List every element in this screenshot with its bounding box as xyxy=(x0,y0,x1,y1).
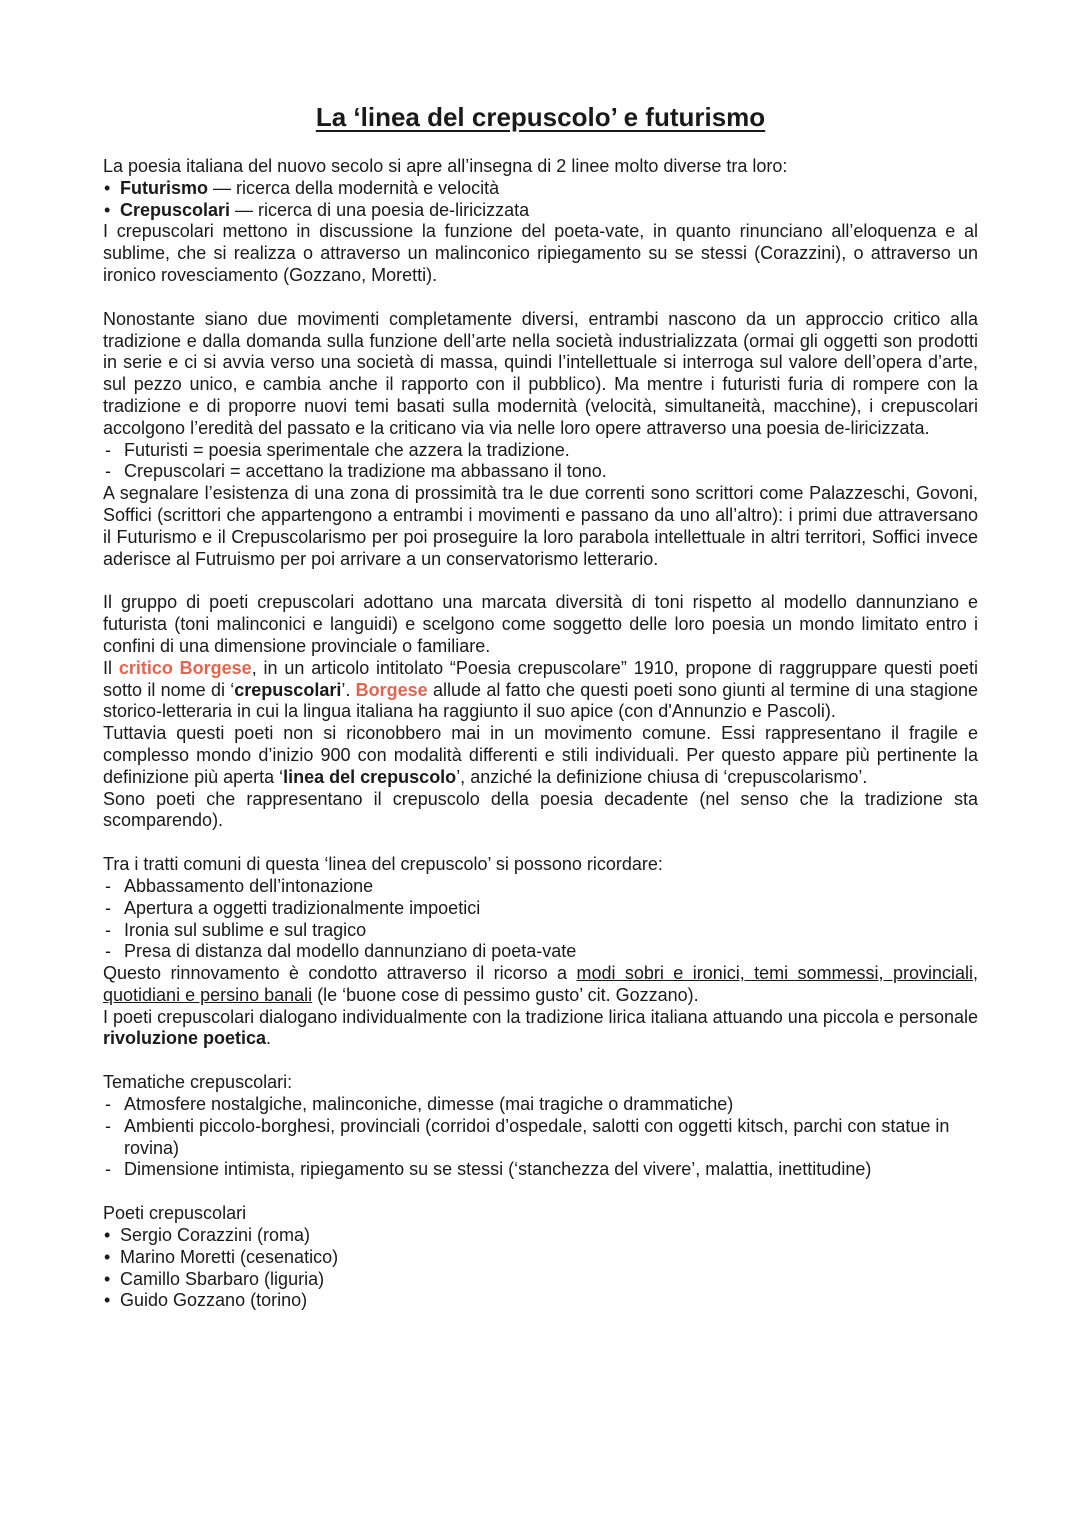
list-item: - Apertura a oggetti tradizionalmente impoetici xyxy=(103,898,978,920)
list-item xyxy=(103,200,978,222)
paragraph: Tuttavia questi poeti non si riconobbero mai in un movimento comune. Essi rappresentano il fragile e complesso mondo d’inizio 900 con modalità differenti e stili individuali. Per questo appare più pertinente la definizione più aperta ‘linea del crepuscolo’, anziché la definizione chiusa di ‘crepuscolarismo’. xyxy=(103,723,978,787)
list-item: - Crepuscolari = accettano la tradizione ma abbassano il tono. xyxy=(103,461,978,483)
paragraph: Il gruppo di poeti crepuscolari adottano una marcata diversità di toni rispetto al modello dannunziano e futurista (toni malinconici e languidi) e scelgono come soggetto delle loro poesia un mondo limitato entro i confini di una dimensione provinciale o familiare. xyxy=(103,592,978,656)
list-item xyxy=(103,178,978,200)
bold-term: rivoluzione poetica xyxy=(103,1028,267,1049)
bold-term: crepuscolari xyxy=(234,679,342,700)
list-item: • Marino Moretti (cesenatico) xyxy=(103,1247,978,1269)
paragraph: Poeti crepuscolari xyxy=(103,1203,247,1224)
term: Crepuscolari xyxy=(120,199,231,220)
list-item: • Camillo Sbarbaro (liguria) xyxy=(103,1269,978,1291)
list-item: • Sergio Corazzini (roma) xyxy=(103,1225,978,1247)
document-page xyxy=(103,100,978,1312)
list-item: - Presa di distanza dal modello dannunziano di poeta-vate xyxy=(103,941,978,963)
poets-list xyxy=(103,1225,978,1312)
themes-list xyxy=(103,1094,978,1181)
list-item: - Futuristi = poesia sperimentale che azzera la tradizione. xyxy=(103,440,978,462)
intro-paragraph: La poesia italiana del nuovo secolo si apre all’insegna di 2 linee molto diverse tra loro: xyxy=(103,156,788,176)
page-title: La ‘linea del crepuscolo’ e futurismo xyxy=(315,102,766,132)
paragraph: Sono poeti che rappresentano il crepuscolo della poesia decadente (nel senso che la tradizione sta scomparendo). xyxy=(103,788,978,831)
list-item: - Atmosfere nostalgiche, malinconiche, dimesse (mai tragiche o drammatiche) xyxy=(103,1094,978,1116)
paragraph: Nonostante siano due movimenti completamente diversi, entrambi nascono da un approccio critico alla tradizione e dalla domanda sulla funzione dell’arte nella società industrializzata (ormai gli oggetti son prodotti in serie e ci si avvia verso una società di massa, quindi l’intellettuale si interroga sul valore dell’opera d’arte, sul pezzo unico, e cambia anche il rapporto con il pubblico). Ma mentre i futuristi furia di rompere con la tradizione e di proporre nuovi temi basati sulla modernità (velocità, simultaneità, macchine), i crepuscolari accolgono l’eredità del passato e la criticano via via nelle loro opere attraverso una poesia de-liricizzata. xyxy=(103,308,978,438)
bold-term: linea del crepuscolo xyxy=(283,766,457,787)
movements-list xyxy=(103,178,978,222)
paragraph: Questo rinnovamento è condotto attraverso il ricorso a modi sobri e ironici, temi sommessi, provinciali, quotidiani e persino banali (le ‘buone cose di pessimo gusto’ cit. Gozzano). xyxy=(103,963,979,1005)
list-item: - Dimensione intimista, ripiegamento su se stessi (‘stanchezza del vivere’, malattia, inettitudine) xyxy=(103,1159,978,1181)
paragraph: I crepuscolari mettono in discussione la funzione del poeta-vate, in quanto rinunciano all’eloquenza e al sublime, che si realizza o attraverso un malinconico ripiegamento su se stessi (Corazzini), o attraverso un ironico rovesciamento (Gozzano, Moretti). xyxy=(103,221,978,285)
paragraph: Tematiche crepuscolari: xyxy=(103,1072,293,1093)
traits-list xyxy=(103,876,978,963)
highlight: Borgese xyxy=(355,679,428,700)
list-item: - Abbassamento dell’intonazione xyxy=(103,876,978,898)
paragraph: Il critico Borgese, in un articolo intitolato “Poesia crepuscolare” 1910, propone di raggruppare questi poeti sotto il nome di ‘crepuscolari’. Borgese allude al fatto che questi poeti sono giunti al termine di una stagione storico-letteraria in cui la lingua italiana ha raggiunto il suo apice (con d'Annunzio e Pascoli). xyxy=(103,657,978,722)
paragraph: A segnalare l’esistenza di una zona di prossimità tra le due correnti sono scrittori come Palazzeschi, Govoni, Soffici (scrittori che appartengono a entrambi i movimenti e passano da uno all’altro): i primi due attraversano il Futurismo e il Crepuscolarismo per poi proseguire la loro parabola intellettuale in altri territori, Soffici invece aderisce al Futruismo per poi arrivare a un conservatorismo letterario. xyxy=(103,483,978,569)
list-item: - Ironia sul sublime e sul tragico xyxy=(103,920,978,942)
paragraph: I poeti crepuscolari dialogano individualmente con la tradizione lirica italiana attuando una piccola e personale rivoluzione poetica. xyxy=(103,1006,978,1049)
term-desc: — ricerca della modernità e velocità xyxy=(208,177,500,198)
underlined-text: modi sobri e ironici, temi sommessi, provinciali, quotidiani e persino banali xyxy=(103,963,979,1005)
comparison-list xyxy=(103,440,978,484)
paragraph: Tra i tratti comuni di questa ‘linea del crepuscolo’ si possono ricordare: xyxy=(103,854,663,875)
list-item: - Ambienti piccolo-borghesi, provinciali (corridoi d’ospedale, salotti con oggetti kitsch, parchi con statue in rovina) xyxy=(103,1116,978,1160)
term: Futurismo xyxy=(120,177,208,198)
highlight: critico Borgese xyxy=(118,657,252,678)
list-item: • Guido Gozzano (torino) xyxy=(103,1290,978,1312)
term-desc: — ricerca di una poesia de-liricizzata xyxy=(230,199,530,220)
